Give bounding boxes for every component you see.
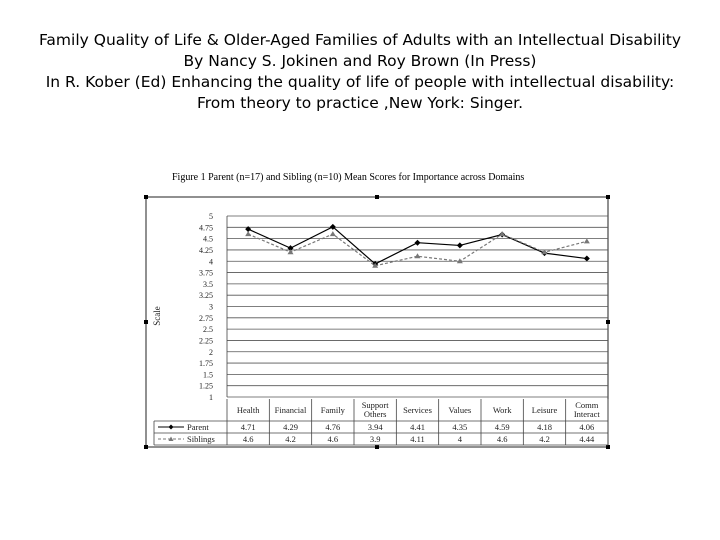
data-label: 4.71 bbox=[240, 422, 256, 432]
y-tick-label: 3.25 bbox=[199, 291, 213, 301]
y-tick-label: 3.5 bbox=[203, 279, 213, 289]
y-tick-label: 1.25 bbox=[199, 381, 213, 391]
x-category-label: Family bbox=[320, 405, 345, 415]
x-category-label: Financial bbox=[274, 405, 307, 415]
y-tick-label: 2.5 bbox=[203, 325, 213, 335]
data-label: 3.94 bbox=[367, 422, 383, 432]
y-axis-label: Scale bbox=[152, 306, 162, 326]
y-tick-label: 2 bbox=[209, 347, 213, 357]
data-label: 4.6 bbox=[496, 434, 508, 444]
frame-handle bbox=[375, 195, 379, 199]
chart-title: Figure 1 Parent (n=17) and Sibling (n=10) Mean Scores for Importance across Domains bbox=[172, 172, 525, 183]
frame-handle bbox=[144, 320, 148, 324]
header-citation: In R. Kober (Ed) Enhancing the quality of life of people with intellectual disability: bbox=[45, 73, 675, 91]
x-category-label: Comm bbox=[575, 400, 599, 410]
data-label: 4.6 bbox=[327, 434, 339, 444]
data-label: 3.9 bbox=[369, 434, 381, 444]
data-label: 4.11 bbox=[410, 434, 425, 444]
y-tick-label: 4 bbox=[209, 257, 213, 267]
data-label: 4.29 bbox=[283, 422, 298, 432]
data-point-parent bbox=[584, 256, 590, 262]
legend-label: Parent bbox=[187, 422, 209, 432]
x-category-label: Support bbox=[361, 400, 389, 410]
data-label: 4.06 bbox=[579, 422, 595, 432]
data-point-siblings bbox=[499, 231, 505, 236]
x-category-label: Interact bbox=[573, 409, 600, 419]
data-label: 4.76 bbox=[325, 422, 341, 432]
x-category-label: Values bbox=[448, 405, 472, 415]
data-point-siblings bbox=[415, 253, 421, 258]
frame-handle bbox=[375, 445, 379, 449]
x-category-label: Services bbox=[403, 405, 432, 415]
data-label: 4.18 bbox=[537, 422, 552, 432]
data-label: 4.41 bbox=[410, 422, 425, 432]
header-authors: By Nancy S. Jokinen and Roy Brown (In Press) bbox=[183, 52, 537, 70]
header-title: Family Quality of Life & Older-Aged Families of Adults with an Intellectual Disability bbox=[38, 31, 682, 49]
frame-handle bbox=[144, 195, 148, 199]
data-label: 4.2 bbox=[285, 434, 296, 444]
data-label: 4.44 bbox=[579, 434, 595, 444]
y-tick-label: 1.5 bbox=[203, 370, 213, 380]
frame-handle bbox=[606, 320, 610, 324]
data-point-siblings bbox=[245, 231, 251, 236]
frame-handle bbox=[606, 195, 610, 199]
x-category-label: Others bbox=[363, 409, 387, 419]
y-tick-label: 2.25 bbox=[199, 336, 213, 346]
y-tick-label: 4.75 bbox=[199, 223, 213, 233]
frame-handle bbox=[144, 445, 148, 449]
data-point-siblings bbox=[330, 231, 336, 236]
legend-label: Siblings bbox=[187, 434, 215, 444]
data-label: 4.2 bbox=[539, 434, 550, 444]
y-tick-label: 4.25 bbox=[199, 245, 213, 255]
y-tick-label: 3.75 bbox=[199, 268, 213, 278]
data-label: 4.59 bbox=[494, 422, 510, 432]
x-category-label: Health bbox=[236, 405, 260, 415]
y-tick-label: 1 bbox=[209, 393, 213, 402]
y-tick-label: 5 bbox=[209, 212, 213, 221]
frame-handle bbox=[606, 445, 610, 449]
data-point-siblings bbox=[584, 238, 590, 243]
header-citation-cont: From theory to practice ,New York: Singer. bbox=[196, 94, 524, 112]
y-tick-label: 3 bbox=[209, 302, 213, 312]
data-point-parent bbox=[457, 242, 463, 248]
x-category-label: Work bbox=[492, 405, 512, 415]
data-label: 4 bbox=[457, 434, 462, 444]
legend-key-marker bbox=[169, 425, 174, 430]
data-point-siblings bbox=[457, 258, 463, 263]
x-category-label: Leisure bbox=[531, 405, 558, 415]
y-tick-label: 2.75 bbox=[199, 313, 213, 323]
y-tick-label: 4.5 bbox=[203, 234, 213, 244]
data-label: 4.35 bbox=[452, 422, 468, 432]
data-point-parent bbox=[415, 240, 421, 246]
data-label: 4.6 bbox=[242, 434, 254, 444]
y-tick-label: 1.75 bbox=[199, 359, 213, 369]
